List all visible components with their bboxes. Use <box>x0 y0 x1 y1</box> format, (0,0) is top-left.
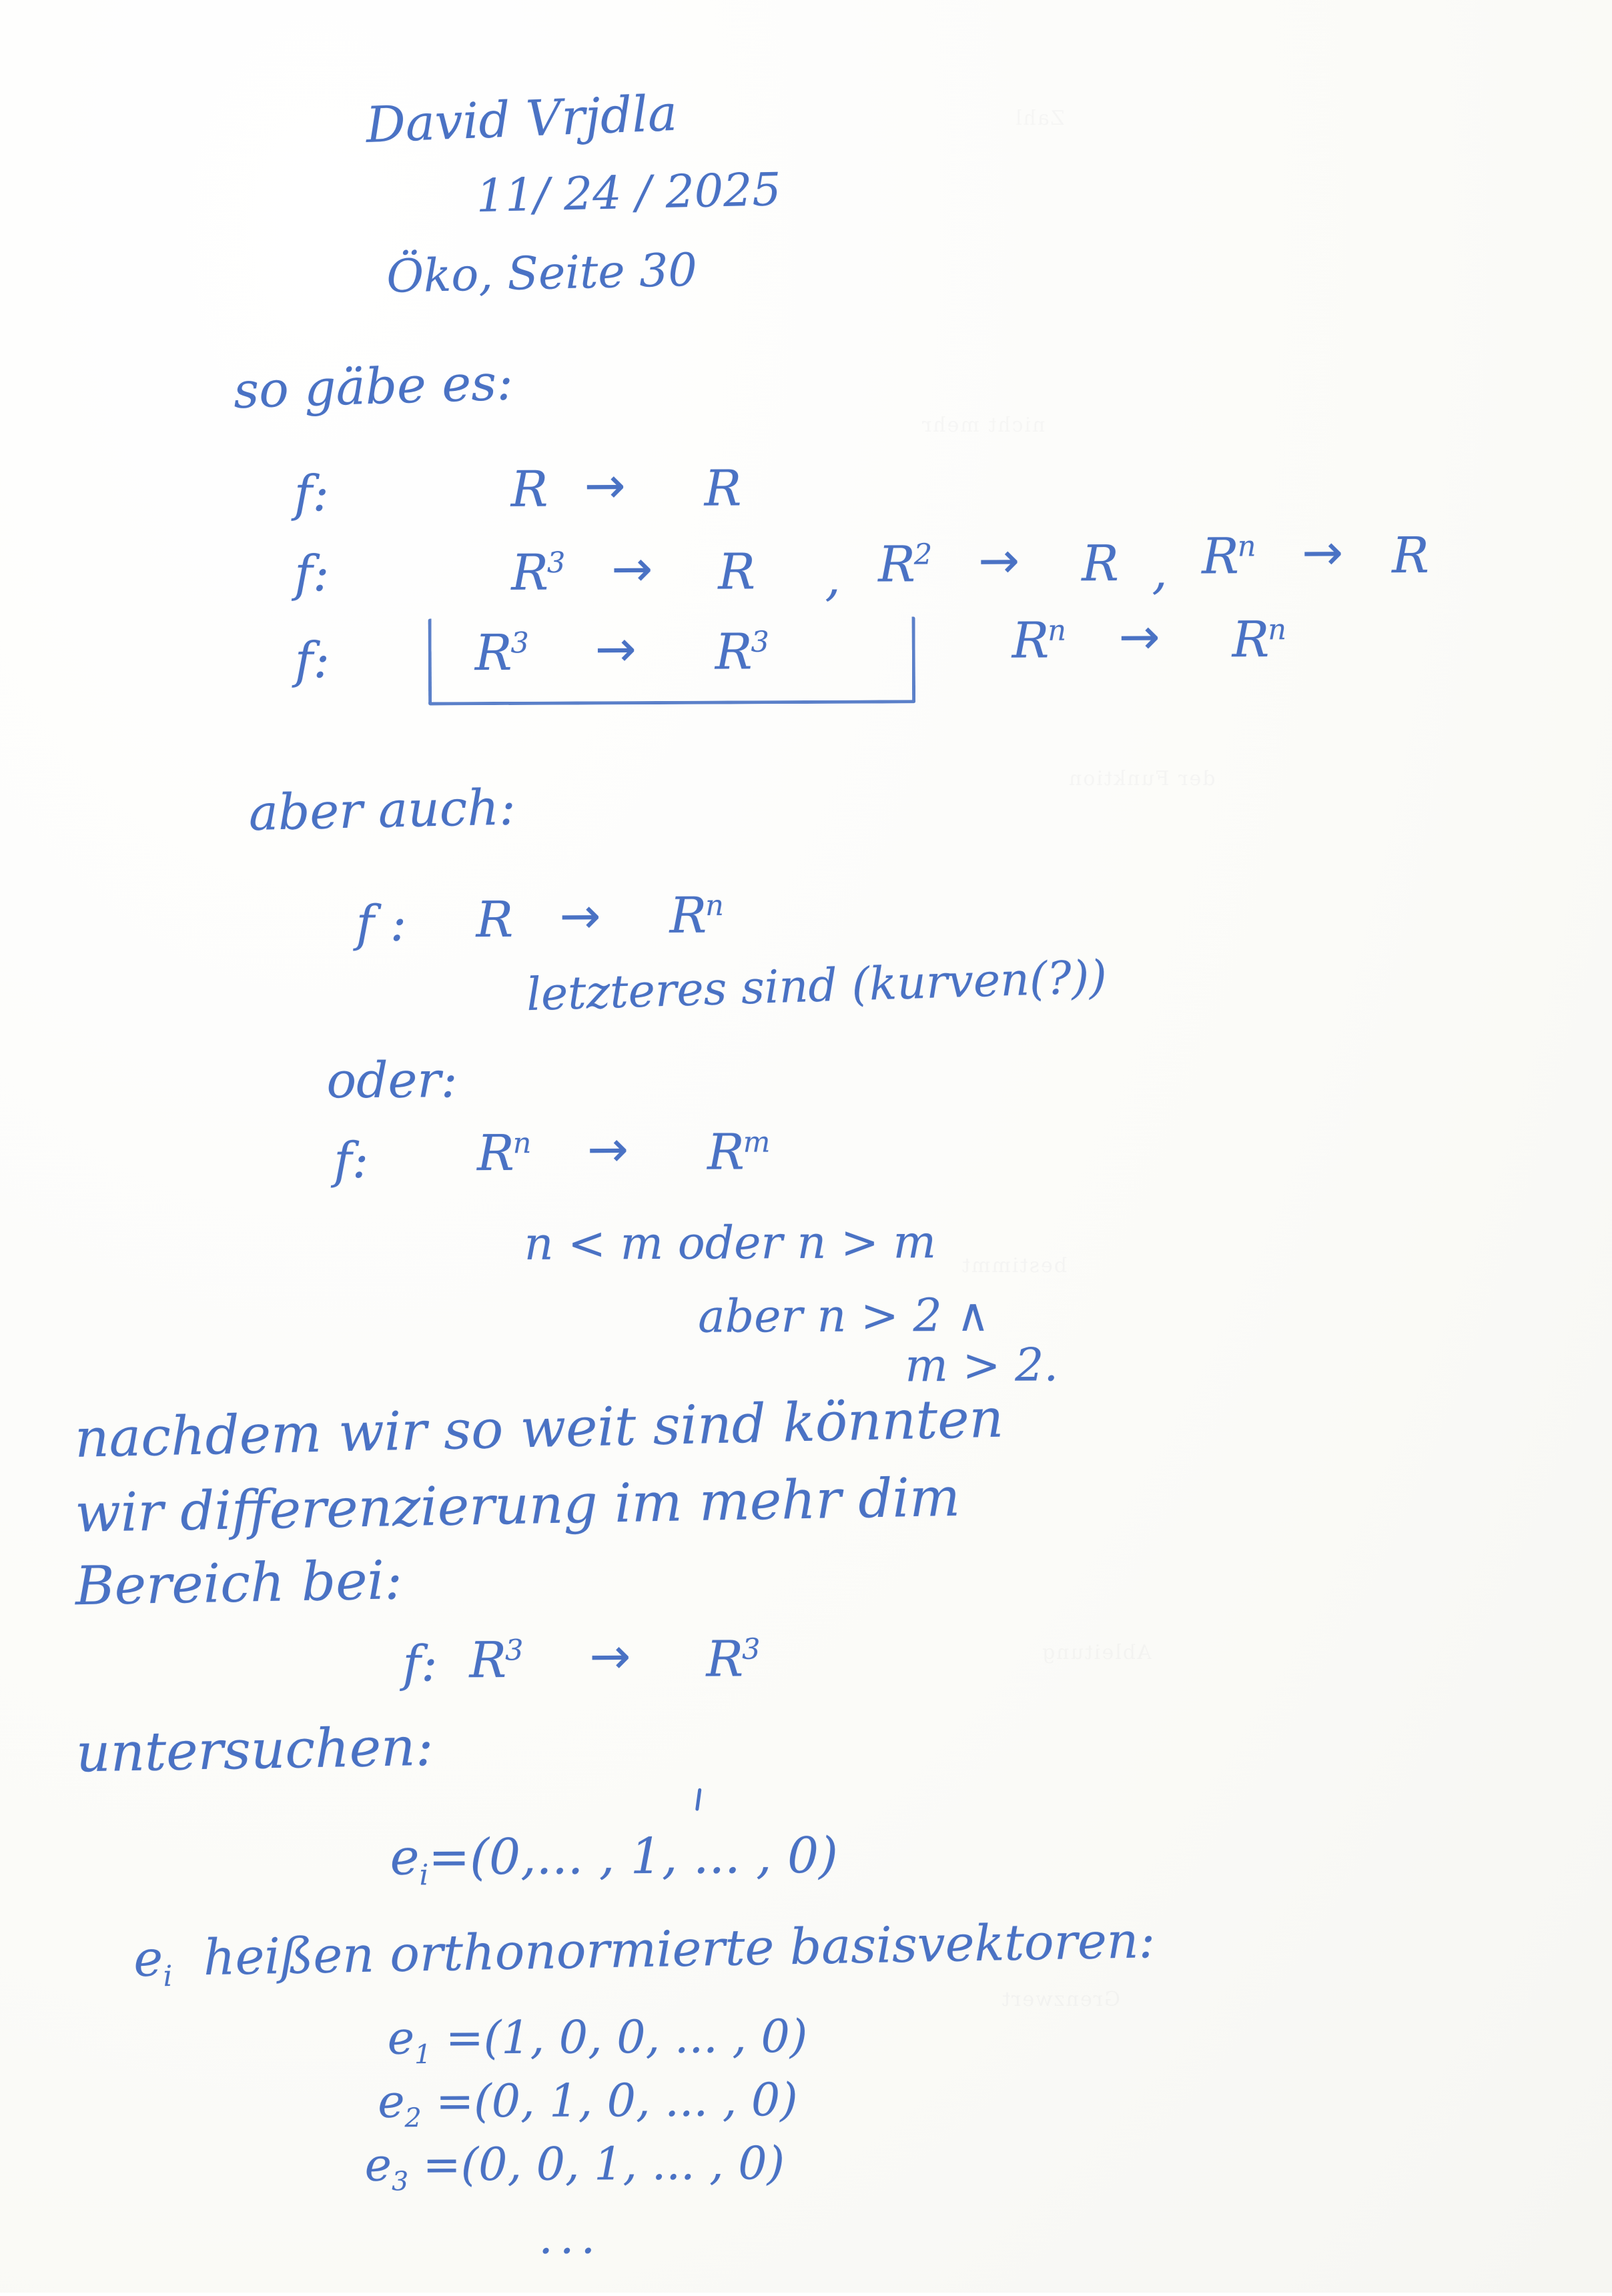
rn-to-rn-codomain-base: R <box>1232 610 1268 669</box>
fn6-domain-exponent: 3 <box>504 1634 522 1668</box>
fn3-label: f: <box>294 632 330 690</box>
fn6-arrow-icon: → <box>589 1628 631 1686</box>
e3-base: e <box>364 2139 392 2192</box>
ei-basis-index: i <box>163 1959 173 1994</box>
fn2-comma-2: , <box>1152 542 1168 600</box>
fn6-codomain-exponent: 3 <box>741 1632 759 1666</box>
fn2-variant-3-codomain: R <box>1391 526 1429 585</box>
fn4-label: f : <box>356 895 407 953</box>
ei-basis-statement <box>133 1912 1156 1994</box>
condition-aber-n: aber n > 2 ∧ <box>697 1289 990 1343</box>
basis-vector-e2 <box>378 2074 798 2134</box>
fn2-variant-2-domain <box>878 536 931 594</box>
ei-definition-base: e <box>390 1828 420 1886</box>
paragraph-line-3: Bereich bei: <box>75 1549 403 1618</box>
fn5-label: f: <box>333 1131 369 1190</box>
ghost-text: nicht mehr <box>921 414 1046 437</box>
fn2-label: f: <box>294 545 330 603</box>
fn3-codomain-base: R <box>715 623 751 681</box>
fn5-domain-exponent: n <box>512 1127 530 1161</box>
ghost-text: Ableitung <box>1041 1641 1152 1664</box>
rn-to-rn-arrow-icon: → <box>1118 608 1160 666</box>
fn6-codomain <box>706 1630 759 1688</box>
condition-m-gt-2: m > 2. <box>905 1339 1059 1393</box>
fn3-arrow-icon: → <box>594 620 637 678</box>
e1-base: e <box>387 2012 415 2065</box>
e1-index: 1 <box>414 2039 432 2071</box>
ghost-text: Zahl <box>1014 107 1065 130</box>
line-untersuchen: untersuchen: <box>75 1715 434 1784</box>
fn2-arrow-1-icon: → <box>611 540 653 598</box>
fn3-codomain <box>715 623 768 681</box>
subject-page-line: Öko, Seite 30 <box>386 243 698 304</box>
fn6-label-text: f: <box>402 1635 438 1693</box>
fn6-domain <box>469 1631 522 1690</box>
ei-basis-base: e <box>133 1930 163 1988</box>
fn2-variant-2-codomain: R <box>1082 534 1118 593</box>
fn1-arrow-icon: → <box>584 457 626 515</box>
fn3-domain-base: R <box>474 624 511 682</box>
fn2-arrow-2-icon: → <box>977 532 1020 590</box>
ghost-text: Grenzwert <box>1001 1988 1121 2011</box>
rn-to-rn-domain-exponent: n <box>1048 614 1066 648</box>
rn-to-rn-codomain-exponent: n <box>1268 613 1286 647</box>
fn5-codomain-base: R <box>707 1123 743 1181</box>
fn2-codomain: R <box>718 543 755 601</box>
ghost-text: bestimmt <box>961 1254 1067 1277</box>
fn3-domain <box>474 624 528 682</box>
fn5-arrow-icon: → <box>586 1121 629 1179</box>
e2-index: 2 <box>404 2103 422 2134</box>
e2-base: e <box>378 2075 405 2129</box>
fn2-variant-2-base: R <box>878 536 915 594</box>
fn2-arrow-3-icon: → <box>1301 524 1344 582</box>
e1-value: =(1, 0, 0, ... , 0) <box>445 2011 808 2065</box>
fn2-domain-base: R <box>511 544 548 602</box>
fn1-codomain: R <box>704 460 741 518</box>
e3-index: 3 <box>391 2166 409 2197</box>
index-tick-mark <box>695 1788 702 1811</box>
fn2-variant-3-base: R <box>1201 528 1238 586</box>
fn2-comma-1: , <box>825 549 841 607</box>
fn3-domain-exponent: 3 <box>510 626 528 660</box>
ei-definition <box>390 1826 839 1892</box>
ei-definition-index: i <box>419 1858 429 1892</box>
rn-to-rn-domain-base: R <box>1012 612 1048 670</box>
fn2-domain-exponent: 3 <box>546 546 564 580</box>
fn4-arrow-icon: → <box>559 887 601 945</box>
paragraph-line-2: wir differenzierung im mehr dim <box>74 1466 961 1545</box>
rn-to-rn-domain <box>1012 612 1066 670</box>
fn1-label: f: <box>294 465 330 523</box>
fn2-variant-3-domain <box>1201 528 1255 586</box>
fn5-codomain-exponent: m <box>743 1125 769 1159</box>
fn4-codomain-base: R <box>669 887 706 945</box>
fn5-codomain <box>707 1123 769 1181</box>
fn2-variant-3-exponent: n <box>1237 530 1255 564</box>
rn-to-rn-codomain <box>1232 610 1286 669</box>
basis-vector-e1 <box>387 2011 808 2071</box>
condition-n-m: n < m oder n > m <box>524 1216 937 1271</box>
fn6-domain-base: R <box>469 1631 506 1690</box>
fn1-domain: R <box>510 460 547 518</box>
fn5-domain <box>476 1124 530 1183</box>
paragraph-line-1: nachdem wir so weit sind könnten <box>73 1387 1004 1470</box>
author-name: David Vrjdla <box>364 84 679 154</box>
ei-basis-text: heißen orthonormierte basisvektoren: <box>203 1912 1156 1987</box>
fn3-codomain-exponent: 3 <box>751 625 768 659</box>
fn6-label <box>402 1635 438 1693</box>
fn2-variant-2-exponent: 2 <box>913 538 931 572</box>
line-so-gaebe-es: so gäbe es: <box>232 354 514 420</box>
e3-value: =(0, 0, 1, ... , 0) <box>422 2137 785 2192</box>
fn5-domain-base: R <box>476 1124 513 1183</box>
fn4-codomain <box>669 887 723 945</box>
basis-vector-ellipsis: ... <box>538 2211 602 2265</box>
ghost-text: der Funktion <box>1068 767 1216 790</box>
fn6-codomain-base: R <box>706 1630 743 1688</box>
line-aber-auch: aber auch: <box>248 778 516 842</box>
fn4-codomain-exponent: n <box>705 889 723 923</box>
basis-vector-e3 <box>364 2137 785 2197</box>
note-letzteres-kurven: letzteres sind (kurven(?)) <box>525 951 1108 1022</box>
e2-value: =(0, 1, 0, ... , 0) <box>436 2074 798 2129</box>
ei-definition-value: =(0,... , 1, ... , 0) <box>428 1826 839 1886</box>
fn2-domain <box>511 544 564 602</box>
line-oder: oder: <box>326 1051 458 1110</box>
date-line: 11/ 24 / 2025 <box>475 163 782 223</box>
fn4-domain: R <box>476 891 512 949</box>
